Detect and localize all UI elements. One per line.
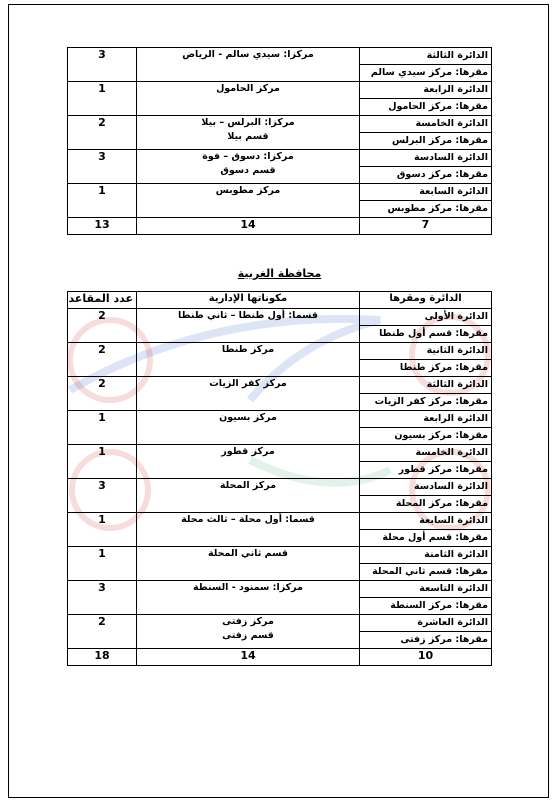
units-cell [137, 615, 360, 649]
district-name: الدائرة السادسة [414, 152, 488, 163]
table-row [68, 581, 492, 615]
seats-cell: 3 [68, 479, 137, 513]
district-name: الدائرة الثالثة [426, 379, 488, 390]
seats-cell: 1 [68, 82, 137, 116]
section-heading [0, 262, 559, 281]
unit-line: مركز مطوبس [215, 185, 281, 196]
units-cell [137, 411, 360, 445]
total-districts: 10 [360, 649, 492, 666]
district-cell [360, 547, 492, 581]
table-row [68, 615, 492, 649]
unit-line: مركزا: دسوق – فوة [202, 151, 294, 162]
unit-line: قسم زفتى [222, 630, 274, 641]
district-name: الدائرة السابعة [419, 186, 488, 197]
table-row [68, 377, 492, 411]
unit-line: مركز قطور [221, 446, 275, 457]
table-row [68, 150, 492, 184]
header-seats: عدد المقاعد [68, 292, 137, 309]
unit-line: قسم دسوق [220, 165, 276, 176]
table-row [68, 309, 492, 343]
district-name: الدائرة الأولى [424, 311, 488, 322]
district-cell [360, 116, 492, 150]
table-row [68, 343, 492, 377]
table-row [68, 479, 492, 513]
seats-cell: 1 [68, 411, 137, 445]
district-cell [360, 513, 492, 547]
district-name: الدائرة التاسعة [419, 583, 488, 594]
units-cell [137, 309, 360, 343]
unit-line: مركز الحامول [216, 83, 280, 94]
district-name: الدائرة الخامسة [415, 118, 488, 129]
district-cell [360, 615, 492, 649]
district-seat: مقرها: مركز كفر الزيات [360, 393, 491, 410]
totals-row [68, 218, 492, 235]
header-units: مكوناتها الإدارية [137, 292, 360, 309]
district-seat: مقرها: قسم ثاني المحلة [360, 563, 491, 580]
units-cell [137, 150, 360, 184]
governorate-title: محافظة الغربية [237, 267, 322, 280]
seats-cell: 2 [68, 615, 137, 649]
table-row [68, 116, 492, 150]
district-seat: مقرها: مركز الحامول [360, 98, 491, 115]
units-cell [137, 48, 360, 82]
district-cell [360, 581, 492, 615]
seats-cell: 1 [68, 445, 137, 479]
table-gharbia [67, 291, 492, 666]
seats-cell: 2 [68, 309, 137, 343]
units-cell [137, 184, 360, 218]
district-name: الدائرة الخامسة [415, 447, 488, 458]
units-cell [137, 116, 360, 150]
district-seat: مقرها: مركز مطوبس [360, 200, 491, 217]
seats-cell: 3 [68, 150, 137, 184]
district-cell [360, 411, 492, 445]
totals-row [68, 649, 492, 666]
unit-line: مركزا: البرلس – بيلا [201, 117, 295, 128]
units-cell [137, 513, 360, 547]
district-seat: مقرها: مركز السنطة [360, 597, 491, 614]
district-cell [360, 184, 492, 218]
district-cell [360, 377, 492, 411]
total-units: 14 [137, 649, 360, 666]
district-seat: مقرها: مركز طنطا [360, 359, 491, 376]
total-units: 14 [137, 218, 360, 235]
district-seat: مقرها: قسم أول محلة [360, 529, 491, 546]
total-seats: 13 [68, 218, 137, 235]
district-name: الدائرة الرابعة [423, 413, 488, 424]
district-seat: مقرها: مركز قطور [360, 461, 491, 478]
table-kafr-el-sheikh [67, 47, 492, 235]
seats-cell: 1 [68, 547, 137, 581]
district-name: الدائرة الثامنة [424, 549, 488, 560]
district-cell [360, 150, 492, 184]
units-cell [137, 82, 360, 116]
table-row [68, 48, 492, 82]
table-row [68, 184, 492, 218]
district-name: الدائرة السادسة [414, 481, 488, 492]
district-cell [360, 309, 492, 343]
district-seat: مقرها: مركز بسيون [360, 427, 491, 444]
district-seat: مقرها: مركز سيدي سالم [360, 64, 491, 81]
seats-cell: 3 [68, 48, 137, 82]
unit-line: مركز كفر الزيات [209, 378, 287, 389]
unit-line: مركز طنطا [221, 344, 275, 355]
table-row [68, 411, 492, 445]
units-cell [137, 445, 360, 479]
units-cell [137, 547, 360, 581]
table-row [68, 445, 492, 479]
seats-cell: 2 [68, 116, 137, 150]
district-cell [360, 82, 492, 116]
seats-cell: 2 [68, 343, 137, 377]
table-row [68, 82, 492, 116]
unit-line: قسم بيلا [227, 131, 269, 142]
unit-line: قسما: أول طنطا – ثاني طنطا [178, 310, 318, 321]
units-cell [137, 479, 360, 513]
district-name: الدائرة الرابعة [423, 84, 488, 95]
district-name: الدائرة الثالثة [426, 50, 488, 61]
table-row [68, 547, 492, 581]
district-cell [360, 343, 492, 377]
units-cell [137, 377, 360, 411]
total-districts: 7 [360, 218, 492, 235]
seats-cell: 1 [68, 513, 137, 547]
district-seat: مقرها: مركز دسوق [360, 166, 491, 183]
total-seats: 18 [68, 649, 137, 666]
units-cell [137, 343, 360, 377]
district-cell [360, 479, 492, 513]
unit-line: مركزا: سيدي سالم - الرياض [182, 49, 314, 60]
units-cell [137, 581, 360, 615]
district-seat: مقرها: قسم أول طنطا [360, 325, 491, 342]
table-row [68, 513, 492, 547]
district-cell [360, 48, 492, 82]
seats-cell: 1 [68, 184, 137, 218]
unit-line: مركز بسيون [219, 412, 277, 423]
seats-cell: 2 [68, 377, 137, 411]
district-name: الدائرة العاشرة [417, 617, 488, 628]
district-name: الدائرة السابعة [419, 515, 488, 526]
unit-line: قسما: أول محلة – ثالث محلة [181, 514, 315, 525]
seats-cell: 3 [68, 581, 137, 615]
district-cell [360, 445, 492, 479]
district-name: الدائرة الثانية [426, 345, 488, 356]
unit-line: مركز زفتى [222, 616, 274, 627]
header-district: الدائرة ومقرها [360, 292, 492, 309]
district-seat: مقرها: مركز البرلس [360, 132, 491, 149]
district-seat: مقرها: مركز المحلة [360, 495, 491, 512]
unit-line: مركزا: سمنود - السنطة [193, 582, 303, 593]
unit-line: مركز المحلة [219, 480, 277, 491]
unit-line: قسم ثاني المحلة [208, 548, 288, 559]
district-seat: مقرها: مركز زفتى [360, 631, 491, 648]
